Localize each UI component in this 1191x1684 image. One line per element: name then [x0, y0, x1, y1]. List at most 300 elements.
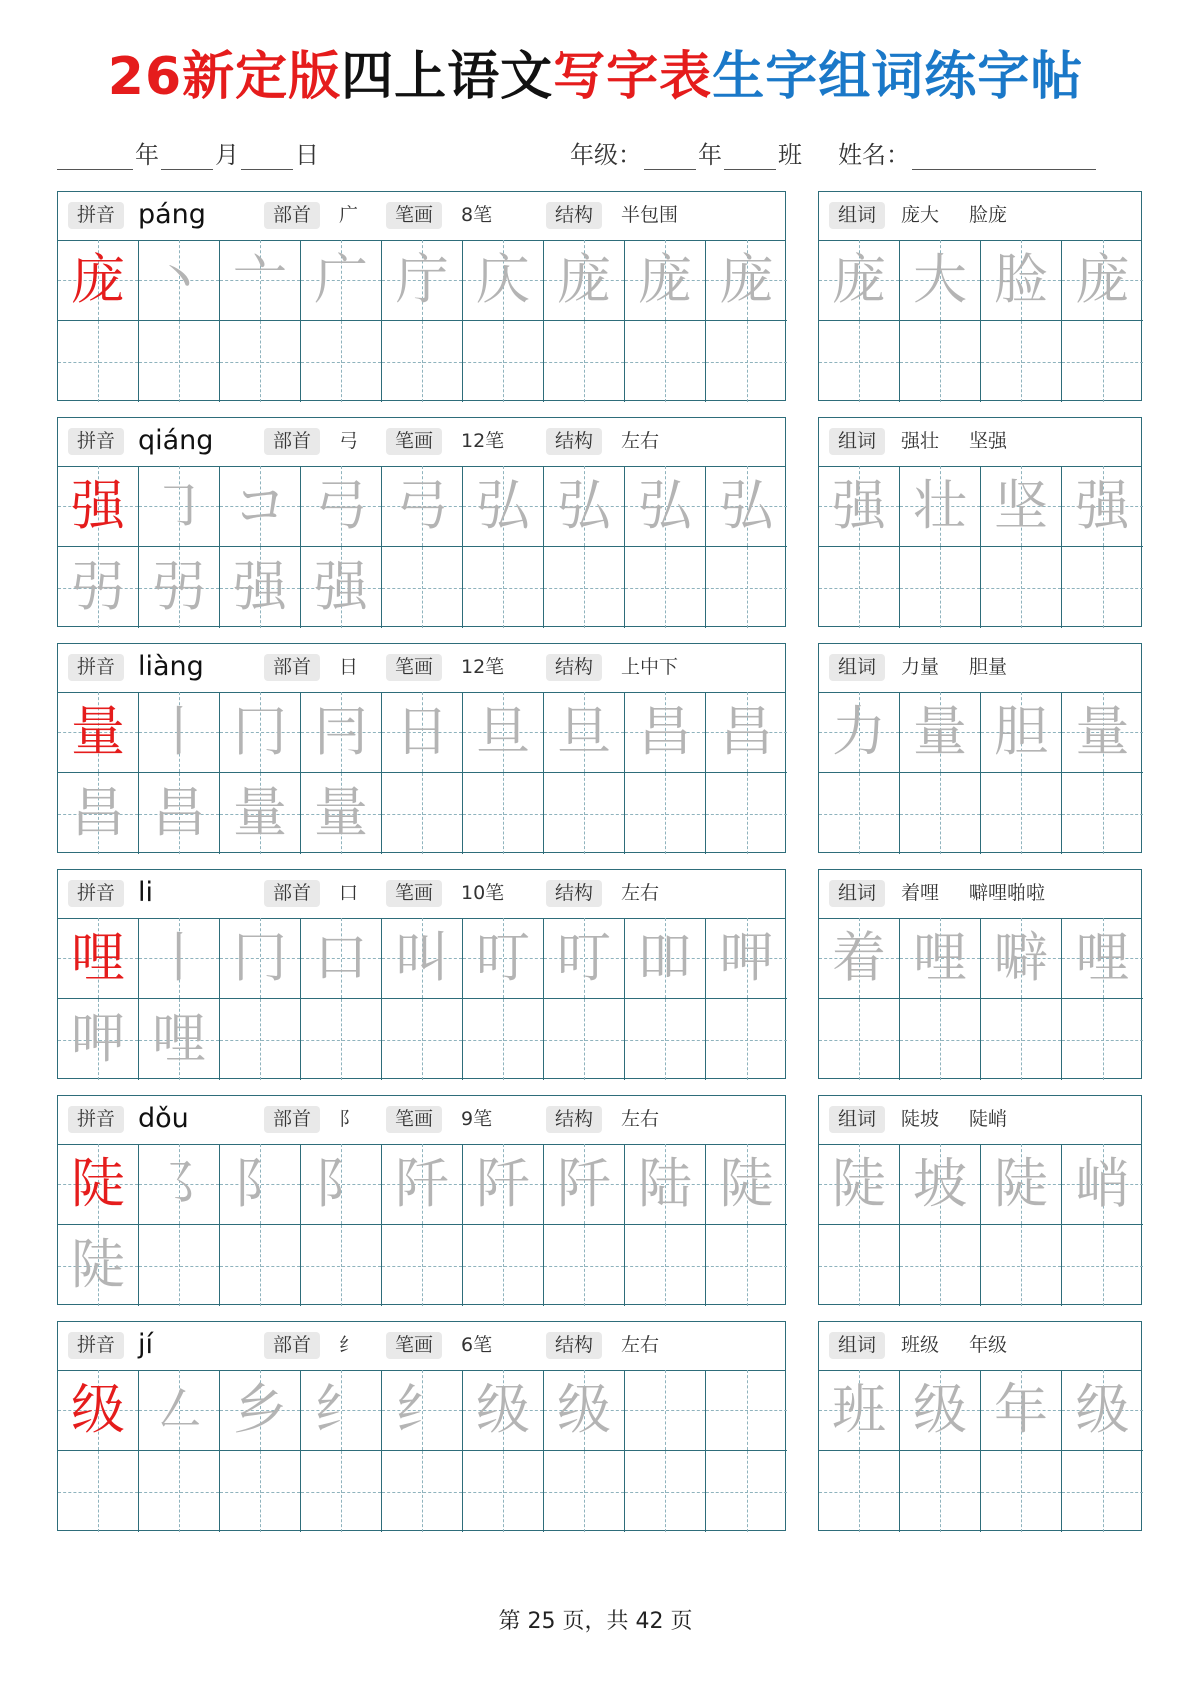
grid-cell-stroke-step[interactable] — [301, 547, 382, 628]
word-writing-grid — [819, 1370, 1141, 1530]
grid-cell-stroke-step[interactable] — [139, 918, 220, 999]
radical-label: 部首 — [264, 202, 320, 229]
word-writing-grid — [819, 466, 1141, 626]
words-label: 组词 — [829, 428, 885, 455]
grid-cell-stroke-step[interactable] — [625, 1144, 706, 1225]
grid-cell-empty[interactable] — [58, 1451, 139, 1532]
grid-cell-stroke-step[interactable] — [625, 918, 706, 999]
page-title — [0, 42, 1191, 112]
grid-cell-empty[interactable] — [544, 773, 625, 854]
trace-character: 弓 — [395, 474, 449, 537]
grid-cell-stroke-step[interactable] — [220, 692, 301, 773]
strokes-value: 10笔 — [461, 882, 505, 904]
grid-cell-stroke-step[interactable] — [706, 692, 787, 773]
guide-line-vertical — [665, 1370, 666, 1450]
grid-cell-empty[interactable] — [301, 1225, 382, 1306]
page-footer — [0, 1604, 1191, 1635]
grid-cell-empty[interactable] — [625, 321, 706, 402]
words-label: 组词 — [829, 654, 885, 681]
trace-character: 亠 — [233, 248, 287, 311]
grid-cell-stroke-step[interactable] — [544, 1144, 625, 1225]
words-label: 组词 — [829, 202, 885, 229]
grid-cell-empty[interactable] — [301, 321, 382, 402]
guide-line-vertical — [503, 773, 504, 854]
grid-cell-stroke-step[interactable] — [382, 1370, 463, 1451]
grid-cell-stroke-step[interactable] — [139, 999, 220, 1080]
word-grid-cell-empty[interactable] — [1062, 773, 1143, 854]
word-grid-cell[interactable] — [981, 466, 1062, 547]
grid-cell-empty[interactable] — [706, 773, 787, 854]
grid-cell-stroke-step[interactable] — [220, 773, 301, 854]
character-info-header — [58, 1096, 785, 1145]
word-grid-cell-empty[interactable] — [900, 999, 981, 1080]
grid-cell-empty[interactable] — [544, 321, 625, 402]
grid-cell-empty[interactable] — [625, 1370, 706, 1451]
grid-cell-stroke-step[interactable] — [544, 240, 625, 321]
guide-line-vertical — [665, 321, 666, 402]
grid-cell-empty[interactable] — [706, 1451, 787, 1532]
trace-character: 旦 — [476, 700, 530, 763]
grid-cell-stroke-step[interactable] — [301, 240, 382, 321]
trace-character: 庁 — [395, 248, 449, 311]
guide-line-vertical — [1103, 1225, 1104, 1306]
grid-cell-stroke-step[interactable] — [139, 1370, 220, 1451]
grid-cell-stroke-step[interactable] — [706, 240, 787, 321]
grid-cell-stroke-step[interactable] — [139, 466, 220, 547]
word-grid-cell-empty[interactable] — [981, 547, 1062, 628]
trace-character: 丨 — [152, 700, 206, 763]
grid-cell-empty[interactable] — [139, 1225, 220, 1306]
grid-cell-stroke-step[interactable] — [58, 547, 139, 628]
character-info-header — [58, 1322, 785, 1371]
character-practice-panel — [57, 191, 786, 401]
trace-character: 弘 — [638, 474, 692, 537]
guide-line-vertical — [747, 547, 748, 628]
trace-character: 坚 — [994, 474, 1048, 537]
guide-line-vertical — [179, 1225, 180, 1306]
grid-cell-stroke-step[interactable] — [463, 466, 544, 547]
radical-value: 弓 — [339, 430, 359, 452]
trace-character: 纟 — [314, 1378, 368, 1441]
grid-cell-empty[interactable] — [544, 1225, 625, 1306]
grid-cell-stroke-step[interactable] — [58, 773, 139, 854]
structure-value: 左右 — [621, 1334, 660, 1356]
name-blank[interactable] — [912, 147, 1096, 170]
structure-value: 上中下 — [621, 656, 679, 678]
word-grid-cell-empty[interactable] — [819, 547, 900, 628]
word-grid-cell-empty[interactable] — [981, 321, 1062, 402]
grid-cell-empty[interactable] — [220, 321, 301, 402]
strokes-label: 笔画 — [386, 1332, 442, 1359]
grid-cell-empty[interactable] — [463, 321, 544, 402]
class-label: 班 — [778, 141, 802, 169]
trace-character: 弓 — [314, 474, 368, 537]
grid-cell-empty[interactable] — [625, 1225, 706, 1306]
trace-character: 冃 — [314, 700, 368, 763]
word-value: 噼哩啪啦 — [969, 882, 1046, 904]
grid-cell-model[interactable] — [58, 466, 139, 547]
trace-character: 阡 — [395, 1152, 449, 1215]
grid-cell-model[interactable] — [58, 1370, 139, 1451]
word-value: 着哩 — [901, 882, 940, 904]
word-value: 陡坡 — [901, 1108, 940, 1130]
grid-cell-stroke-step[interactable] — [625, 466, 706, 547]
day-blank[interactable] — [241, 147, 293, 170]
grid-cell-model[interactable] — [58, 918, 139, 999]
grid-cell-empty[interactable] — [463, 1225, 544, 1306]
guide-line-vertical — [260, 1225, 261, 1306]
grid-cell-model[interactable] — [58, 1144, 139, 1225]
year-label: 年 — [135, 141, 159, 169]
model-character: 陡 — [71, 1152, 125, 1215]
grid-cell-stroke-step[interactable] — [220, 466, 301, 547]
strokes-value: 8笔 — [461, 204, 493, 226]
grid-cell-stroke-step[interactable] — [463, 240, 544, 321]
grid-cell-stroke-step[interactable] — [139, 773, 220, 854]
word-grid-cell[interactable] — [900, 692, 981, 773]
word-writing-grid — [819, 918, 1141, 1078]
grid-cell-stroke-step[interactable] — [382, 466, 463, 547]
grid-cell-stroke-step[interactable] — [139, 1144, 220, 1225]
year-blank[interactable] — [57, 147, 133, 170]
guide-line-vertical — [1021, 321, 1022, 402]
grid-cell-empty[interactable] — [706, 321, 787, 402]
grid-cell-empty[interactable] — [544, 547, 625, 628]
character-practice-panel — [57, 643, 786, 853]
grid-cell-stroke-step[interactable] — [301, 1370, 382, 1451]
grid-cell-stroke-step[interactable] — [544, 692, 625, 773]
month-blank[interactable] — [161, 147, 213, 170]
grid-cell-empty[interactable] — [382, 547, 463, 628]
trace-character: 陆 — [638, 1152, 692, 1215]
strokes-label: 笔画 — [386, 428, 442, 455]
word-grid-cell-empty[interactable] — [819, 1225, 900, 1306]
grid-cell-empty[interactable] — [706, 1370, 787, 1451]
title-part-subject: 四上语文 — [341, 47, 554, 107]
footer-suffix: 页 — [670, 1609, 693, 1634]
word-grid-cell-empty[interactable] — [900, 1451, 981, 1532]
word-grid-cell[interactable] — [981, 918, 1062, 999]
grid-cell-empty[interactable] — [625, 547, 706, 628]
grid-cell-stroke-step[interactable] — [706, 466, 787, 547]
trace-character: 阝 — [314, 1152, 368, 1215]
trace-character: 陡 — [994, 1152, 1048, 1215]
guide-line-vertical — [179, 1451, 180, 1532]
trace-character: 庞 — [638, 248, 692, 311]
grid-cell-empty[interactable] — [139, 1451, 220, 1532]
radical-label: 部首 — [264, 1332, 320, 1359]
grid-cell-stroke-step[interactable] — [139, 240, 220, 321]
grid-cell-empty[interactable] — [625, 999, 706, 1080]
trace-character: 噼 — [994, 926, 1048, 989]
trace-character: 哩 — [913, 926, 967, 989]
word-grid-cell[interactable] — [819, 918, 900, 999]
grid-cell-stroke-step[interactable] — [220, 240, 301, 321]
trace-character: 量 — [314, 781, 368, 844]
grid-cell-stroke-step[interactable] — [544, 918, 625, 999]
word-grid-cell[interactable] — [900, 1370, 981, 1451]
guide-line-vertical — [341, 1225, 342, 1306]
trace-character: 庞 — [1075, 248, 1130, 311]
trace-character: 广 — [314, 248, 368, 311]
grid-cell-empty[interactable] — [382, 999, 463, 1080]
guide-line-vertical — [859, 1451, 860, 1532]
grid-cell-empty[interactable] — [463, 999, 544, 1080]
word-grid-cell-empty[interactable] — [981, 773, 1062, 854]
trace-character: 日 — [395, 700, 449, 763]
grid-cell-stroke-step[interactable] — [382, 240, 463, 321]
trace-character: ㇌ — [152, 1152, 206, 1215]
grid-cell-stroke-step[interactable] — [382, 692, 463, 773]
title-part-practice: 生字组词练字帖 — [712, 47, 1084, 107]
word-grid-cell[interactable] — [1062, 240, 1143, 321]
word-grid-cell[interactable] — [1062, 692, 1143, 773]
trace-character: 乡 — [233, 1378, 287, 1441]
grade-year-blank[interactable] — [644, 147, 696, 170]
grid-cell-empty[interactable] — [625, 1451, 706, 1532]
guide-line-vertical — [584, 1225, 585, 1306]
structure-label: 结构 — [546, 654, 602, 681]
word-grid-cell-empty[interactable] — [1062, 321, 1143, 402]
trace-character: 年 — [994, 1378, 1048, 1441]
grid-cell-stroke-step[interactable] — [463, 692, 544, 773]
grid-cell-empty[interactable] — [220, 1451, 301, 1532]
writing-grid — [58, 1144, 785, 1304]
word-grid-cell-empty[interactable] — [1062, 1451, 1143, 1532]
trace-character: 阝 — [233, 1152, 287, 1215]
word-grid-cell[interactable] — [819, 240, 900, 321]
grid-cell-empty[interactable] — [706, 1225, 787, 1306]
word-grid-cell-empty[interactable] — [1062, 999, 1143, 1080]
trace-character: 量 — [1075, 700, 1130, 763]
guide-line-vertical — [747, 773, 748, 854]
guide-line-vertical — [665, 547, 666, 628]
word-value: 力量 — [901, 656, 940, 678]
trace-character: 叮 — [476, 926, 530, 989]
word-practice-panel — [818, 191, 1142, 401]
structure-label: 结构 — [546, 428, 602, 455]
grid-cell-empty[interactable] — [382, 1451, 463, 1532]
grid-cell-empty[interactable] — [220, 999, 301, 1080]
pinyin-label: 拼音 — [68, 1332, 124, 1359]
word-grid-cell-empty[interactable] — [900, 1225, 981, 1306]
grid-cell-empty[interactable] — [58, 321, 139, 402]
grid-cell-empty[interactable] — [463, 547, 544, 628]
structure-value: 左右 — [621, 882, 660, 904]
grid-cell-empty[interactable] — [544, 999, 625, 1080]
trace-character: 脸 — [994, 248, 1048, 311]
trace-character: 昌 — [638, 700, 692, 763]
character-practice-panel — [57, 1321, 786, 1531]
trace-character: 旦 — [557, 700, 611, 763]
strokes-value: 6笔 — [461, 1334, 493, 1356]
grid-cell-empty[interactable] — [301, 1451, 382, 1532]
word-grid-cell-empty[interactable] — [819, 1451, 900, 1532]
pinyin-label: 拼音 — [68, 428, 124, 455]
class-blank[interactable] — [724, 147, 776, 170]
word-grid-cell-empty[interactable] — [819, 321, 900, 402]
word-grid-cell[interactable] — [900, 466, 981, 547]
grid-cell-stroke-step[interactable] — [220, 1144, 301, 1225]
trace-character: 量 — [913, 700, 967, 763]
words-label: 组词 — [829, 1332, 885, 1359]
grid-cell-empty[interactable] — [544, 1451, 625, 1532]
trace-character: 庞 — [719, 248, 774, 311]
model-character: 强 — [71, 474, 125, 537]
grid-cell-empty[interactable] — [382, 773, 463, 854]
pinyin-label: 拼音 — [68, 1106, 124, 1133]
grid-cell-stroke-step[interactable] — [463, 1144, 544, 1225]
guide-line-vertical — [1021, 1451, 1022, 1532]
word-grid-cell[interactable] — [981, 1370, 1062, 1451]
radical-value: 纟 — [339, 1334, 359, 1356]
trace-character: 陡 — [719, 1152, 774, 1215]
grid-cell-empty[interactable] — [382, 321, 463, 402]
word-grid-cell-empty[interactable] — [1062, 1225, 1143, 1306]
grid-cell-stroke-step[interactable] — [625, 692, 706, 773]
trace-character: 庞 — [832, 248, 886, 311]
word-grid-cell[interactable] — [819, 692, 900, 773]
grid-cell-empty[interactable] — [463, 773, 544, 854]
grid-cell-empty[interactable] — [463, 1451, 544, 1532]
word-grid-cell[interactable] — [819, 1144, 900, 1225]
word-grid-cell-empty[interactable] — [900, 321, 981, 402]
grid-cell-stroke-step[interactable] — [139, 547, 220, 628]
grid-cell-stroke-step[interactable] — [544, 1370, 625, 1451]
grid-cell-stroke-step[interactable] — [220, 547, 301, 628]
radical-label: 部首 — [264, 1106, 320, 1133]
guide-line-vertical — [260, 999, 261, 1080]
word-grid-cell[interactable] — [1062, 1144, 1143, 1225]
guide-line-vertical — [260, 1451, 261, 1532]
grid-cell-stroke-step[interactable] — [58, 1225, 139, 1306]
grid-cell-stroke-step[interactable] — [544, 466, 625, 547]
guide-line-vertical — [584, 999, 585, 1080]
trace-character: 阡 — [557, 1152, 611, 1215]
grid-cell-stroke-step[interactable] — [301, 466, 382, 547]
grid-cell-stroke-step[interactable] — [220, 1370, 301, 1451]
grid-cell-stroke-step[interactable] — [706, 1144, 787, 1225]
radical-label: 部首 — [264, 428, 320, 455]
footer-mid: 页，共 — [562, 1609, 629, 1634]
grid-cell-empty[interactable] — [301, 999, 382, 1080]
trace-character: 吅 — [638, 926, 692, 989]
word-grid-cell-empty[interactable] — [981, 999, 1062, 1080]
word-grid-cell-empty[interactable] — [819, 999, 900, 1080]
guide-line-vertical — [503, 321, 504, 402]
word-practice-panel — [818, 1095, 1142, 1305]
word-grid-cell[interactable] — [981, 692, 1062, 773]
trace-character: 强 — [1075, 474, 1130, 537]
structure-value: 左右 — [621, 1108, 660, 1130]
model-character: 哩 — [71, 926, 125, 989]
grid-cell-stroke-step[interactable] — [463, 918, 544, 999]
word-grid-cell-empty[interactable] — [1062, 547, 1143, 628]
word-grid-cell[interactable] — [981, 240, 1062, 321]
grid-cell-stroke-step[interactable] — [301, 773, 382, 854]
word-value: 脸庞 — [969, 204, 1008, 226]
guide-line-vertical — [503, 999, 504, 1080]
character-practice-panel — [57, 869, 786, 1079]
word-grid-cell[interactable] — [819, 466, 900, 547]
grid-cell-empty[interactable] — [382, 1225, 463, 1306]
guide-line-vertical — [665, 1225, 666, 1306]
grid-cell-stroke-step[interactable] — [301, 692, 382, 773]
guide-line-vertical — [341, 321, 342, 402]
guide-line-vertical — [1103, 999, 1104, 1080]
grid-cell-stroke-step[interactable] — [382, 918, 463, 999]
word-grid-cell-empty[interactable] — [900, 773, 981, 854]
word-grid-cell[interactable] — [900, 918, 981, 999]
word-grid-cell-empty[interactable] — [981, 1225, 1062, 1306]
word-grid-cell-empty[interactable] — [900, 547, 981, 628]
radical-value: 口 — [339, 882, 359, 904]
trace-character: 着 — [832, 926, 886, 989]
grid-cell-empty[interactable] — [139, 321, 220, 402]
trace-character: 弘 — [557, 474, 611, 537]
grid-cell-stroke-step[interactable] — [625, 240, 706, 321]
word-grid-cell[interactable] — [900, 240, 981, 321]
writing-grid — [58, 240, 785, 400]
title-part-edition: 26新定版 — [107, 47, 342, 107]
grid-cell-empty[interactable] — [625, 773, 706, 854]
guide-line-vertical — [940, 1225, 941, 1306]
word-grid-cell-empty[interactable] — [819, 773, 900, 854]
grid-cell-stroke-step[interactable] — [382, 1144, 463, 1225]
trace-character: コ — [233, 474, 287, 537]
guide-line-vertical — [747, 1225, 748, 1306]
grid-cell-stroke-step[interactable] — [139, 692, 220, 773]
guide-line-vertical — [859, 321, 860, 402]
grid-cell-empty[interactable] — [706, 999, 787, 1080]
guide-line-vertical — [1103, 1451, 1104, 1532]
grid-cell-stroke-step[interactable] — [706, 918, 787, 999]
word-info-header — [819, 1322, 1141, 1371]
model-character: 庞 — [71, 248, 125, 311]
word-grid-cell[interactable] — [819, 1370, 900, 1451]
word-grid-cell-empty[interactable] — [981, 1451, 1062, 1532]
words-label: 组词 — [829, 1106, 885, 1133]
guide-line-vertical — [859, 773, 860, 854]
guide-line-vertical — [584, 1451, 585, 1532]
guide-line-vertical — [341, 1451, 342, 1532]
grid-cell-stroke-step[interactable] — [220, 918, 301, 999]
word-info-header — [819, 870, 1141, 919]
word-grid-cell[interactable] — [1062, 1370, 1143, 1451]
grid-cell-stroke-step[interactable] — [58, 999, 139, 1080]
word-grid-cell[interactable] — [900, 1144, 981, 1225]
trace-character: 弜 — [152, 555, 206, 618]
grid-cell-stroke-step[interactable] — [301, 918, 382, 999]
guide-line-vertical — [665, 999, 666, 1080]
trace-character: 叮 — [557, 926, 611, 989]
strokes-label: 笔画 — [386, 880, 442, 907]
grid-cell-stroke-step[interactable] — [301, 1144, 382, 1225]
model-character: 量 — [71, 700, 125, 763]
trace-character: ㇜ — [152, 1378, 206, 1441]
grid-cell-empty[interactable] — [706, 547, 787, 628]
word-grid-cell[interactable] — [1062, 466, 1143, 547]
grid-cell-model[interactable] — [58, 692, 139, 773]
guide-line-vertical — [940, 999, 941, 1080]
trace-character: 弜 — [71, 555, 125, 618]
word-grid-cell[interactable] — [1062, 918, 1143, 999]
grid-cell-empty[interactable] — [220, 1225, 301, 1306]
grid-cell-stroke-step[interactable] — [463, 1370, 544, 1451]
grid-cell-model[interactable] — [58, 240, 139, 321]
word-grid-cell[interactable] — [981, 1144, 1062, 1225]
radical-value: 广 — [339, 204, 359, 226]
